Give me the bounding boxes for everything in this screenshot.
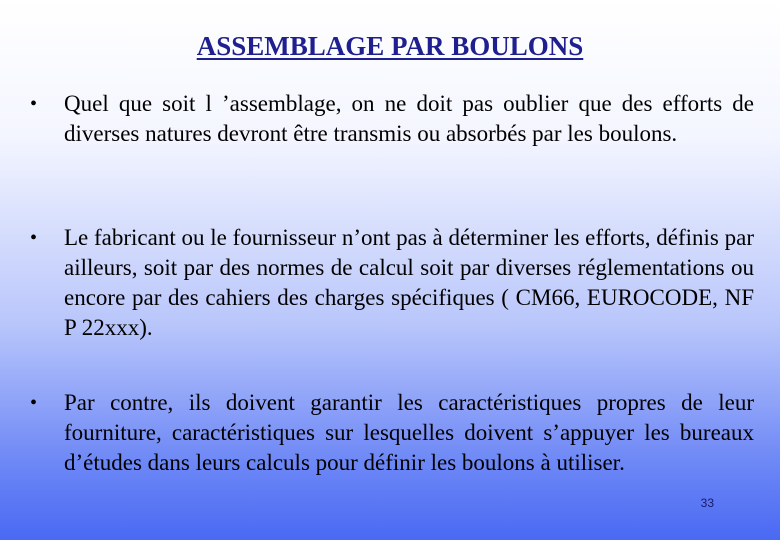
bullet-text: Quel que soit l ’assemblage, on ne doit pas oublier que des efforts de diverses natures devront être transmis ou absorbés par les boulons. (64, 91, 754, 146)
bullet-marker: • (30, 392, 38, 414)
bullet-text: Par contre, ils doivent garantir les caractéristiques propres de leur fourniture, caractéristiques sur lesquelles doivent s’appuyer les bureaux d’études dans leurs calculs pour définir les boulons à utiliser. (64, 390, 754, 475)
bullet-item (30, 388, 754, 478)
page-number: 33 (700, 496, 714, 510)
bullet-item (30, 89, 754, 149)
bullet-marker: • (30, 227, 38, 249)
bullet-text: Le fabricant ou le fournisseur n’ont pas à déterminer les efforts, définis par ailleurs, soit par des normes de calcul soit par diverses réglementations ou encore par des cahiers des charges spécifiques ( CM66, EUROCODE, NF P 22xxx). (64, 225, 754, 340)
bullet-item (30, 223, 754, 343)
bullet-marker: • (30, 93, 38, 115)
slide-title: ASSEMBLAGE PAR BOULONS (196, 31, 584, 61)
